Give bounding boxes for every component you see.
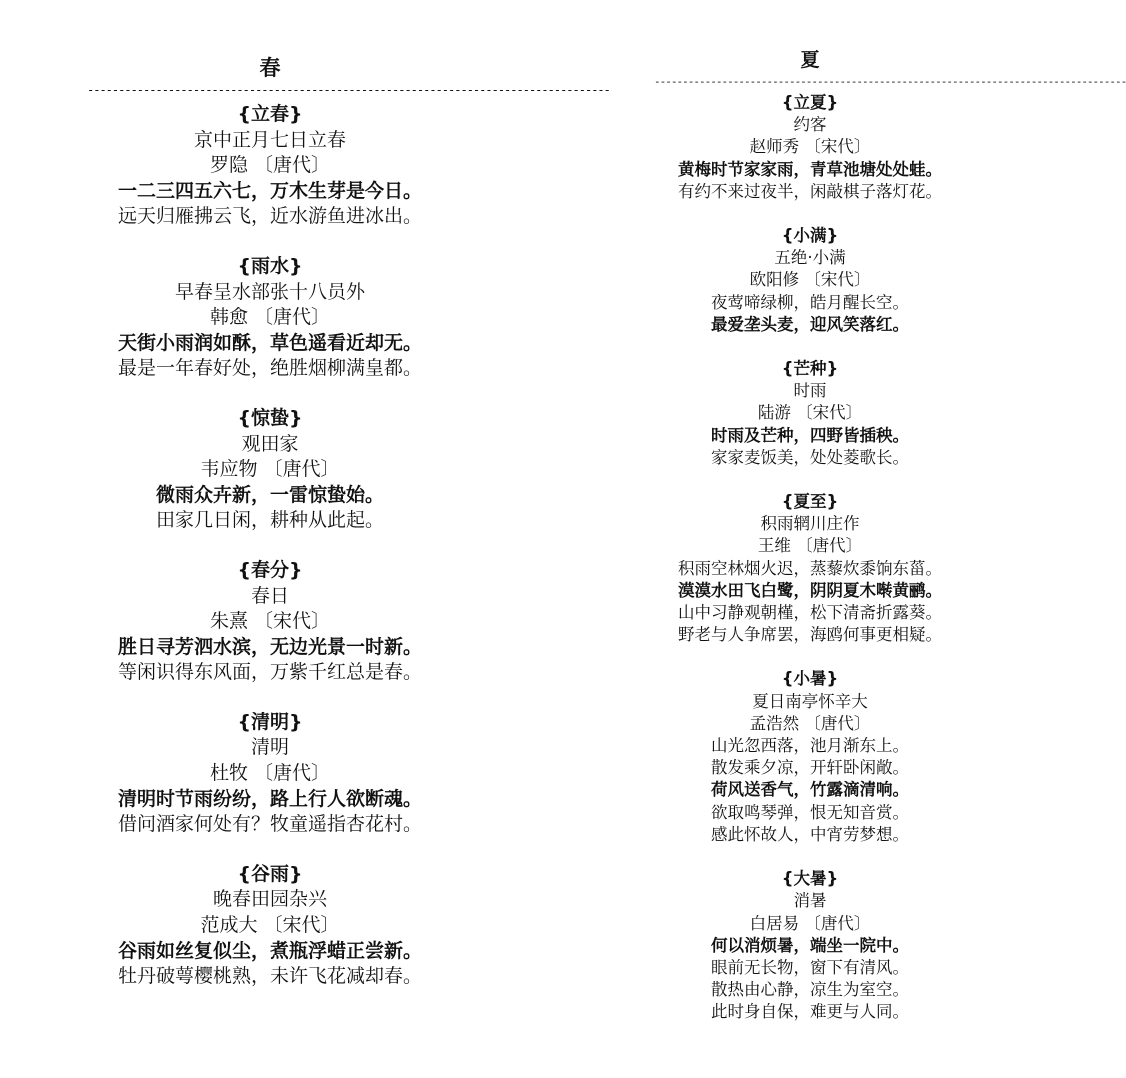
spring-column: [60, 0, 610, 1014]
poem-line: 田家几日闲，耕种从此起。: [155, 509, 384, 532]
poem-author: 赵师秀 〔宋代〕: [749, 137, 871, 157]
term-dashu: [640, 868, 980, 1023]
term-name: {雨水}: [237, 254, 303, 277]
poem-line: 眼前无长物，窗下有清风。: [711, 957, 909, 977]
poem-author: 罗隐 〔唐代〕: [209, 154, 331, 177]
poem-line: 谷雨如丝复似尘，煮瓶浮蜡正尝新。: [117, 939, 422, 962]
poem-line: 借问酒家何处有？牧童遥指杏花村。: [117, 813, 422, 836]
poem-title: 夏日南亭怀辛大: [752, 691, 868, 711]
poem-title: 京中正月七日立春: [193, 128, 346, 151]
poem-author: 孟浩然 〔唐代〕: [749, 713, 871, 733]
poem-author: 韦应物 〔唐代〕: [200, 458, 340, 481]
spring-divider: ------------------------------------------------------------------------------------: [87, 83, 610, 97]
poem-author: 王维 〔唐代〕: [757, 536, 863, 556]
poem-line: 荷风送香气，竹露滴清响。: [711, 780, 909, 800]
poem-title: 清明: [250, 736, 289, 759]
term-name: {谷雨}: [237, 862, 303, 885]
poem-line: 积雨空林烟火迟，蒸藜炊黍饷东菑。: [678, 558, 942, 578]
poem-line: 时雨及芒种，四野皆插秧。: [711, 425, 909, 445]
poem-line: 最是一年春好处，绝胜烟柳满皇都。: [117, 357, 422, 380]
term-name: {惊蛰}: [237, 406, 303, 429]
poem-line: 感此怀故人，中宵劳梦想。: [711, 824, 909, 844]
term-name: {大暑}: [781, 869, 839, 889]
term-yushui: [60, 254, 480, 382]
poem-line: 散发乘夕凉，开轩卧闲敞。: [711, 758, 909, 778]
poem-line: 胜日寻芳泗水滨，无边光景一时新。: [117, 635, 422, 658]
term-xiaoshu: [640, 668, 980, 846]
poem-line: 微雨众卉新，一雷惊蛰始。: [155, 483, 384, 506]
term-name: {芒种}: [781, 359, 839, 379]
term-name: {立夏}: [781, 93, 839, 112]
poem-line: 牡丹破萼樱桃熟，未许飞花减却春。: [117, 965, 422, 988]
poem-title: 早春呈水部张十八员外: [174, 280, 365, 303]
poem-line: 最爱垄头麦，迎风笑落红。: [711, 314, 909, 334]
term-xiaoman: [640, 225, 980, 336]
term-jingzhe: [60, 406, 480, 534]
term-qingming: [60, 710, 480, 838]
summer-column: [640, 0, 1126, 1046]
poem-title: 时雨: [793, 381, 827, 401]
summer-title: 夏: [800, 49, 820, 71]
term-mangzhong: [640, 358, 980, 469]
term-name: {小暑}: [781, 669, 839, 689]
poem-author: 白居易 〔唐代〕: [749, 913, 871, 933]
poem-author: 朱熹 〔宋代〕: [209, 610, 331, 633]
poem-line: 欲取鸣琴弹，恨无知音赏。: [711, 802, 909, 822]
poem-author: 欧阳修 〔宋代〕: [749, 270, 871, 290]
poem-line: 有约不来过夜半，闲敲棋子落灯花。: [678, 181, 942, 201]
poem-line: 清明时节雨纷纷，路上行人欲断魂。: [117, 787, 422, 810]
poem-title: 约客: [793, 115, 827, 135]
term-lichun: [60, 102, 480, 230]
poem-line: 黄梅时节家家雨，青草池塘处处蛙。: [678, 159, 942, 179]
poem-line: 远天归雁拂云飞，近水游鱼进冰出。: [117, 205, 422, 228]
term-name: {清明}: [237, 710, 303, 733]
poem-author: 韩愈 〔唐代〕: [209, 306, 331, 329]
term-lixia: [640, 92, 980, 203]
term-name: {春分}: [237, 558, 303, 581]
poem-author: 陆游 〔宋代〕: [757, 403, 863, 423]
spring-title: 春: [259, 56, 281, 80]
poem-line: 此时身自保，难更与人同。: [711, 1002, 909, 1022]
term-chunfen: [60, 558, 480, 686]
poem-line: 山中习静观朝槿，松下清斋折露葵。: [678, 603, 942, 623]
summer-divider: ------------------------------------------------------------------------------------: [654, 75, 1126, 88]
poem-line: 天街小雨润如酥，草色遥看近却无。: [117, 331, 422, 354]
poem-line: 散热由心静，凉生为室空。: [711, 980, 909, 1000]
poem-line: 一二三四五六七，万木生芽是今日。: [117, 179, 422, 202]
term-guyu: [60, 862, 480, 990]
poem-title: 消暑: [793, 891, 827, 911]
poem-line: 何以消烦暑，端坐一院中。: [711, 935, 909, 955]
poem-title: 春日: [250, 584, 289, 607]
term-name: {立春}: [237, 103, 303, 125]
poem-line: 山光忽西落，池月渐东上。: [711, 736, 909, 756]
term-name: {小满}: [781, 226, 839, 246]
poem-line: 等闲识得东风面，万紫千红总是春。: [117, 661, 422, 684]
poem-title: 积雨辋川庄作: [760, 514, 860, 534]
poem-line: 漠漠水田飞白鹭，阴阴夏木啭黄鹂。: [678, 580, 942, 600]
term-name: {夏至}: [781, 492, 839, 512]
poem-title: 五绝·小满: [774, 248, 846, 268]
poem-line: 夜莺啼绿柳，皓月醒长空。: [711, 292, 909, 312]
poem-author: 杜牧 〔唐代〕: [209, 762, 331, 785]
term-xiazhi: [640, 491, 980, 646]
poem-author: 范成大 〔宋代〕: [200, 914, 340, 937]
poem-title: 观田家: [241, 432, 299, 455]
poem-line: 家家麦饭美，处处菱歌长。: [711, 447, 909, 467]
poem-line: 野老与人争席罢，海鸥何事更相疑。: [678, 625, 942, 645]
poem-title: 晚春田园杂兴: [212, 888, 327, 911]
